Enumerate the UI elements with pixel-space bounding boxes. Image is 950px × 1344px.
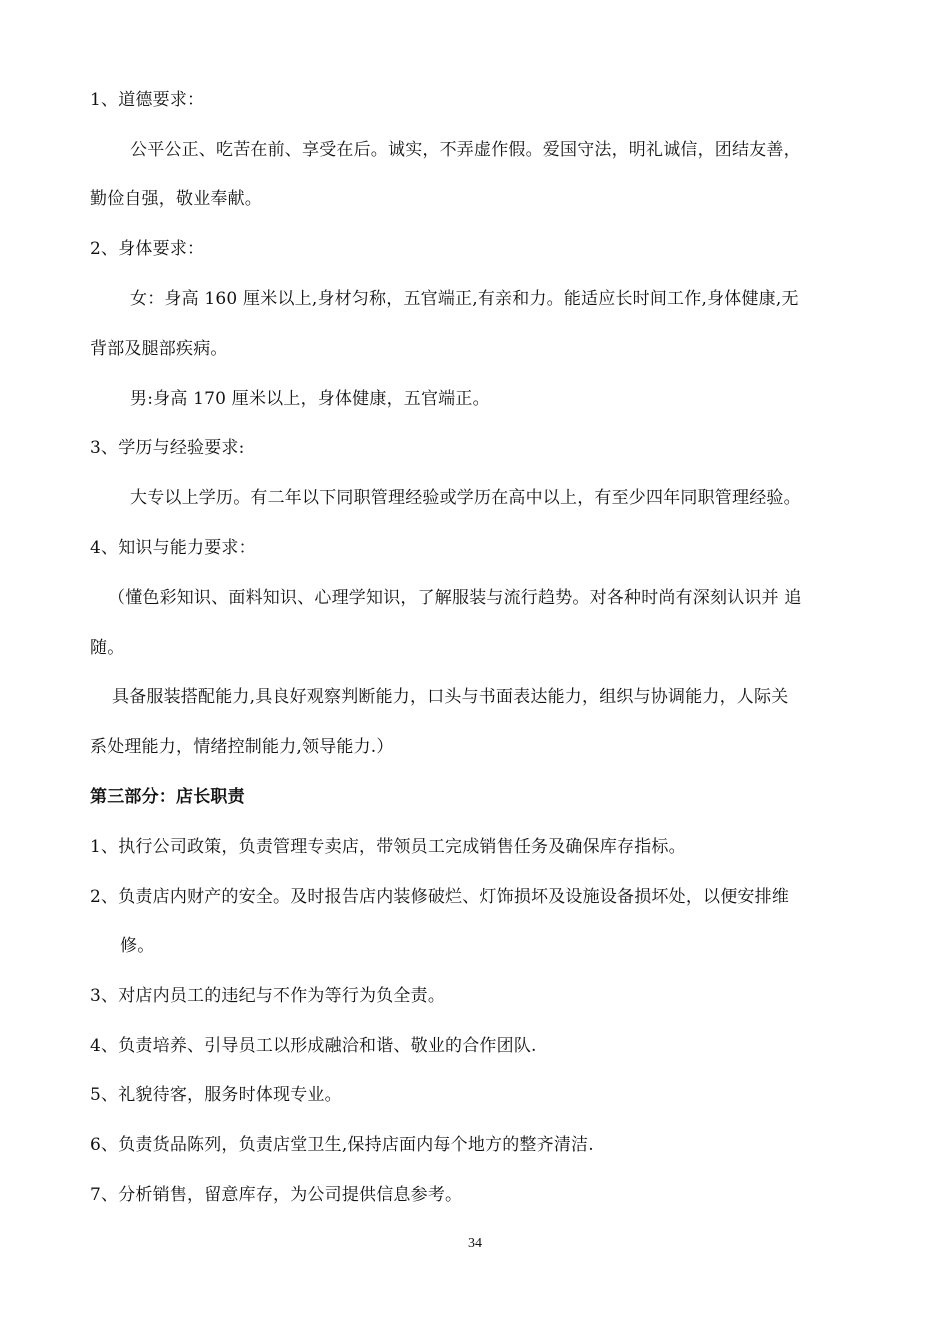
- page-number: 34: [468, 1236, 482, 1251]
- skill-text-line-2: 随。: [90, 638, 125, 658]
- skill-text-line-4: 系处理能力，情绪控制能力,领导能力.）: [90, 737, 394, 757]
- part3-title: 第三部分：店长职责: [90, 787, 245, 807]
- duty-item-7: 7、分析销售，留意库存，为公司提供信息参考。: [90, 1185, 463, 1205]
- body-heading: 2、身体要求：: [90, 239, 205, 259]
- body-male-line: 男:身高 170 厘米以上，身体健康，五官端正。: [130, 389, 490, 409]
- skill-text-line-1: （懂色彩知识、面料知识、心理学知识，了解服装与流行趋势。对各种时尚有深刻认识并 追: [108, 588, 802, 608]
- duty-item-3: 3、对店内员工的违纪与不作为等行为负全责。: [90, 986, 446, 1006]
- education-heading: 3、学历与经验要求:: [90, 438, 245, 458]
- body-female-line-2: 背部及腿部疾病。: [90, 339, 228, 359]
- duty-item-2: 2、负责店内财产的安全。及时报告店内装修破烂、灯饰损坏及设施设备损坏处，以便安排维: [90, 887, 790, 907]
- duty-item-2-continued: 修。: [120, 936, 155, 956]
- education-text: 大专以上学历。有二年以下同职管理经验或学历在高中以上，有至少四年同职管理经验。: [130, 488, 801, 508]
- body-female-line-1: 女：身高 160 厘米以上,身材匀称，五官端正,有亲和力。能适应长时间工作,身体健康,无: [130, 289, 799, 309]
- moral-text-line-1: 公平公正、吃苦在前、享受在后。诚实，不弄虚作假。爱国守法，明礼诚信，团结友善，: [130, 140, 801, 160]
- duty-item-4: 4、负责培养、引导员工以形成融洽和谐、敬业的合作团队.: [90, 1036, 537, 1056]
- duty-item-6: 6、负责货品陈列，负责店堂卫生,保持店面内每个地方的整齐清洁.: [90, 1135, 594, 1155]
- duty-item-1: 1、执行公司政策，负责管理专卖店，带领员工完成销售任务及确保库存指标。: [90, 837, 686, 857]
- moral-heading: 1、道德要求：: [90, 90, 205, 110]
- duty-item-5: 5、礼貌待客，服务时体现专业。: [90, 1085, 342, 1105]
- skill-text-line-3: 具备服装搭配能力,具良好观察判断能力，口头与书面表达能力，组织与协调能力，人际关: [112, 687, 789, 707]
- moral-text-line-2: 勤俭自强，敬业奉献。: [90, 189, 262, 209]
- skill-heading: 4、知识与能力要求：: [90, 538, 256, 558]
